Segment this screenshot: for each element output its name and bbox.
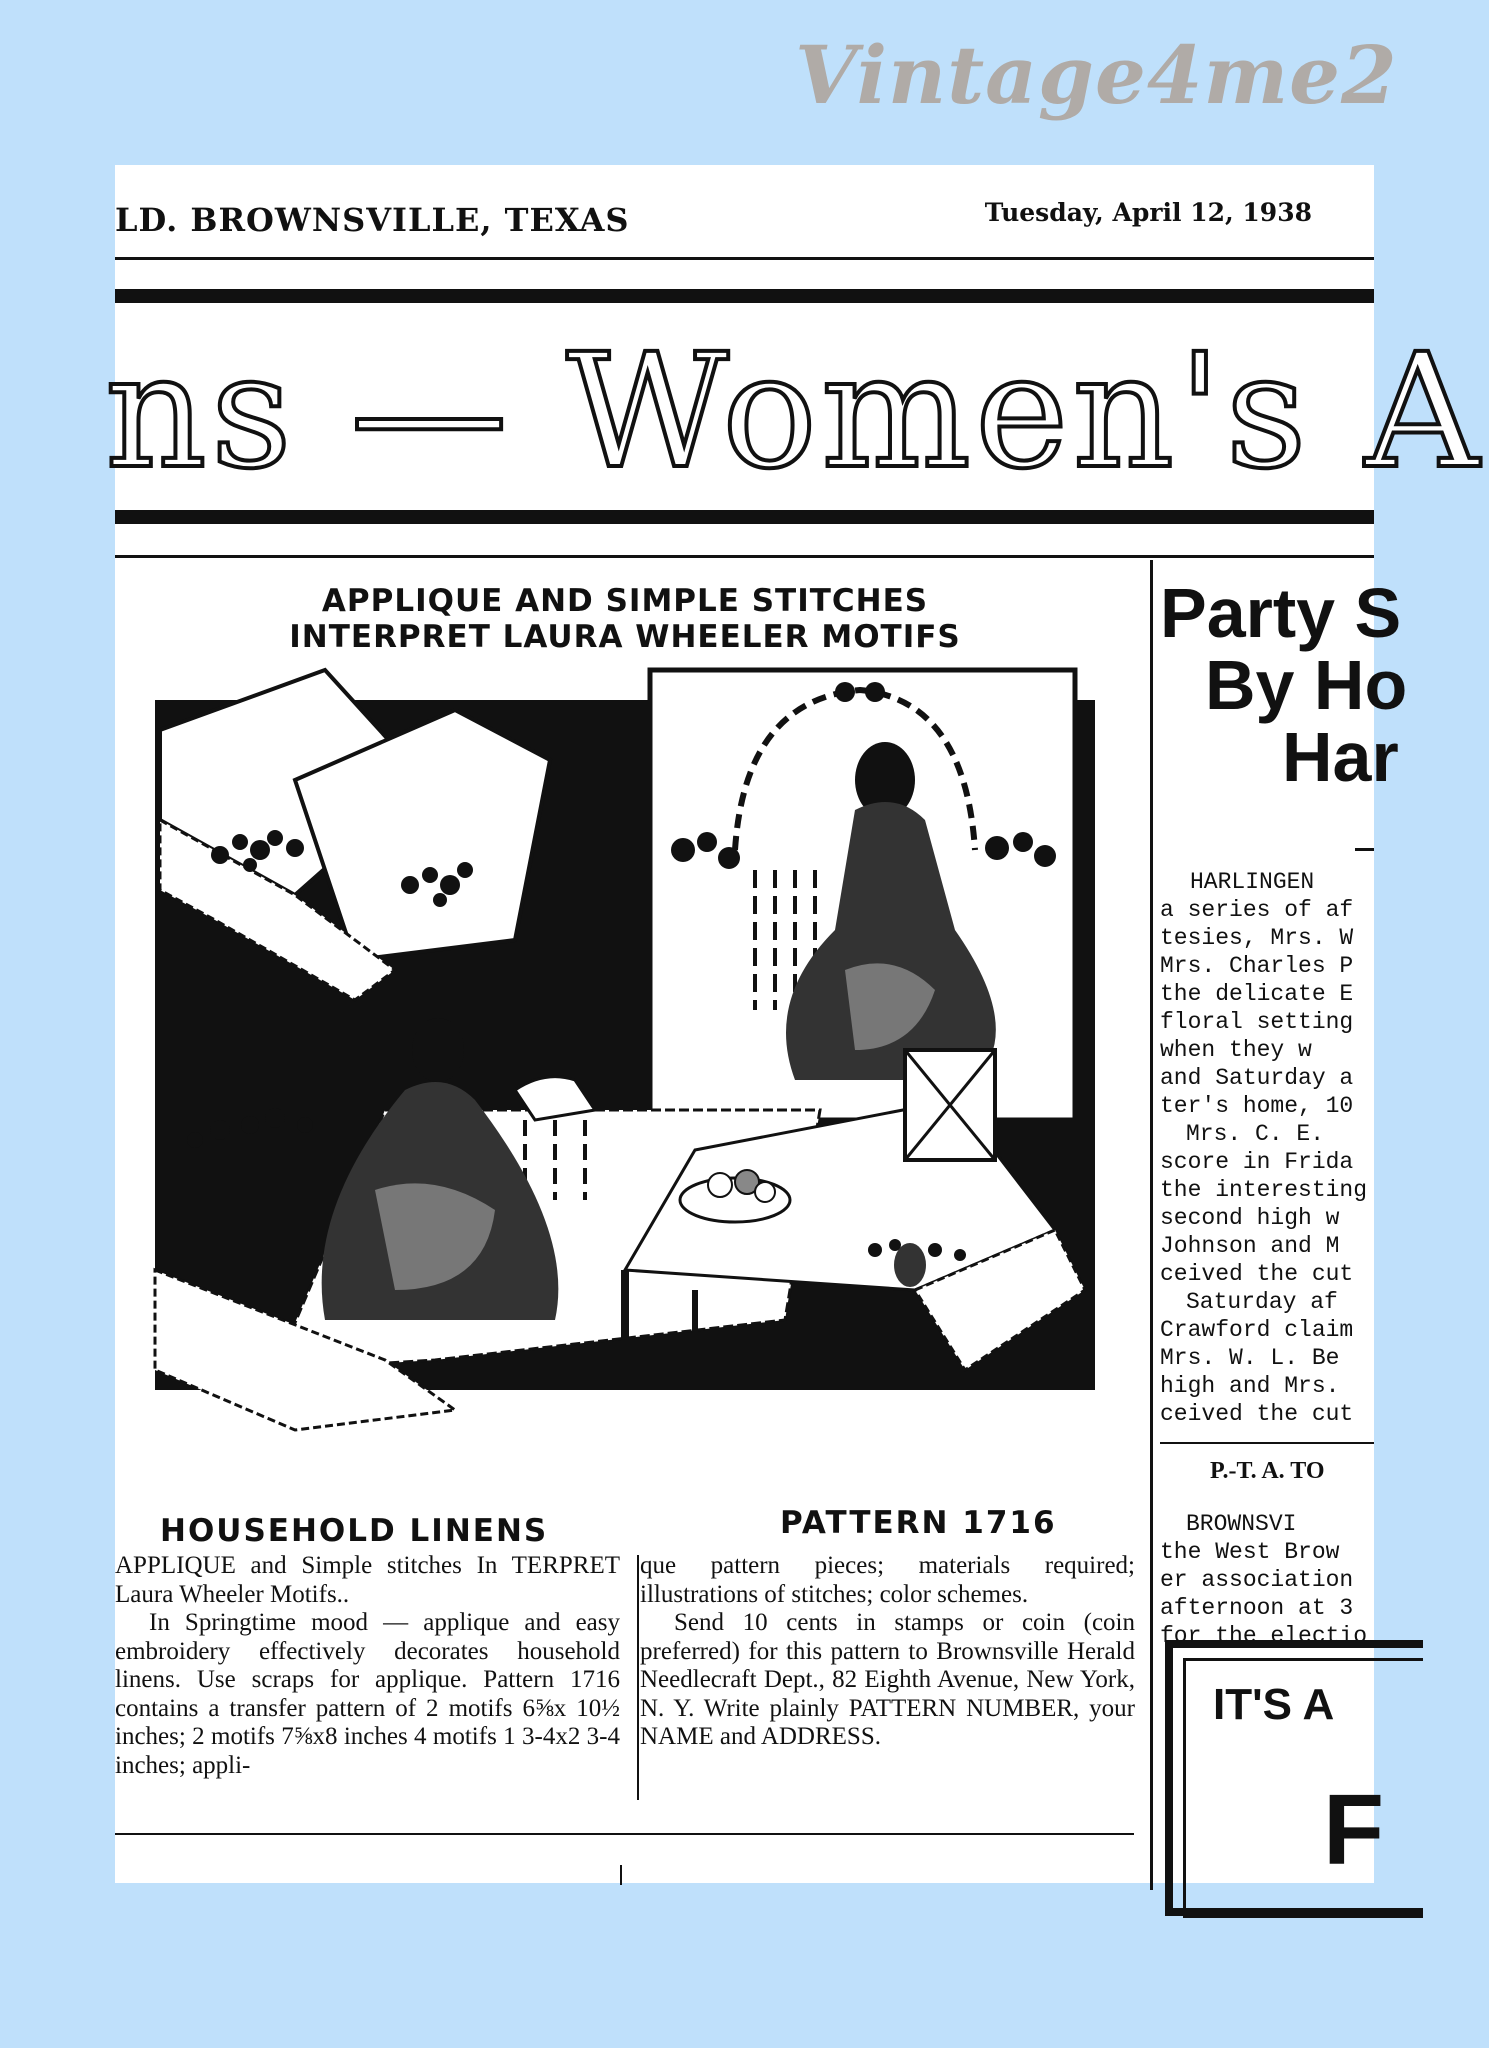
article-paragraph: que pattern pieces; materials required; illustrations of stitches; color schemes. [640,1552,1135,1608]
side-headline-line2: By Ho [1205,646,1408,724]
side-line: when they w [1160,1037,1312,1063]
side-line: the delicate E [1160,981,1354,1007]
side-line: high and Mrs. [1160,1373,1340,1399]
side-line: HARLINGEN [1190,869,1315,895]
pta-body [1160,1510,1367,1650]
side-line: ter's home, 10 [1160,1093,1354,1119]
masthead-rule-thin [115,555,1374,558]
side-line: a series of af [1160,897,1354,923]
column-divider [1150,560,1153,1890]
advertisement-text: IT'S A [1213,1680,1335,1729]
masthead-rule-thick [115,510,1374,524]
article-lead: APPLIQUE and Simple stitches In TERPRET Laura Wheeler Motifs.. [115,1552,620,1608]
watermark: Vintage4me2 [795,28,1398,122]
bottom-rule [115,1833,1134,1835]
dateline: LD. BROWNSVILLE, TEXAS [115,201,630,239]
side-line: ceived the cut [1160,1261,1354,1287]
article-paragraph: In Springtime mood — applique and easy embroidery effectively decorates household linens. Use scraps for applique. Pattern 1716 contains a transfer pattern of 2 motifs 6⅝x 10½ inches; 2 motifs 7⅝x8 inches 4 motifs 1 3-4x2 3-4 inches; appli- [115,1609,620,1779]
section-masthead: ns — Women's A [105,320,1484,504]
pta-heading: P.-T. A. TO [1210,1458,1325,1484]
pta-line: er association [1160,1567,1354,1593]
side-line: second high w [1160,1205,1340,1231]
side-headline [1160,574,1408,796]
side-line: Mrs. W. L. Be [1160,1345,1340,1371]
side-line: Mrs. C. E. [1186,1121,1325,1147]
article-heading-line2: INTERPRET LAURA WHEELER MOTIFS [289,619,961,655]
caption-household-linens: HOUSEHOLD LINENS [160,1513,549,1549]
side-line: Saturday af [1186,1289,1338,1315]
side-divider [1160,1442,1374,1444]
article-heading [215,583,1035,655]
side-headline-line3: Har [1282,718,1399,796]
issue-date: Tuesday, April 12, 1938 [984,198,1312,227]
pta-line: for the electio [1160,1623,1368,1649]
advertisement-box [1165,1640,1423,1916]
header-rule-thick [115,289,1374,303]
article-column-2 [640,1552,1135,1752]
pta-line: the West Brow [1160,1539,1340,1565]
side-headline-line1: Party S [1160,574,1402,652]
pta-line: afternoon at 3 [1160,1595,1354,1621]
side-line: Johnson and M [1160,1233,1340,1259]
newspaper-clipping [105,165,1484,1886]
header-rule-thin [115,257,1374,260]
advertisement-letter: F [1323,1774,1385,1886]
side-line: tesies, Mrs. W [1160,925,1354,951]
pta-line: BROWNSVI [1186,1511,1297,1537]
side-line: and Saturday a [1160,1065,1354,1091]
side-line: ceived the cut [1160,1401,1354,1427]
side-line: Crawford claim [1160,1317,1354,1343]
side-headline-dash [1355,848,1374,851]
article-order-instructions: Send 10 cents in stamps or coin (coin preferred) for this pattern to Brownsville Herald Needlecraft Dept., 82 Eighth Avenue, New York, N. Y. Write plainly PATTERN NUMBER, your NAME and ADDRESS. [640,1609,1135,1750]
linens-illustration [155,670,1135,1465]
article-column-1 [115,1552,620,1780]
side-line: Mrs. Charles P [1160,953,1354,979]
article-column-divider [637,1555,639,1800]
side-line: score in Frida [1160,1149,1354,1175]
article-heading-line1: APPLIQUE AND SIMPLE STITCHES [321,583,929,619]
bottom-edge-rule [620,1865,622,1885]
side-story-body [1160,868,1420,1428]
caption-pattern-number: PATTERN 1716 [780,1505,1057,1541]
side-line: the interesting [1160,1177,1368,1203]
side-line: floral setting [1160,1009,1354,1035]
